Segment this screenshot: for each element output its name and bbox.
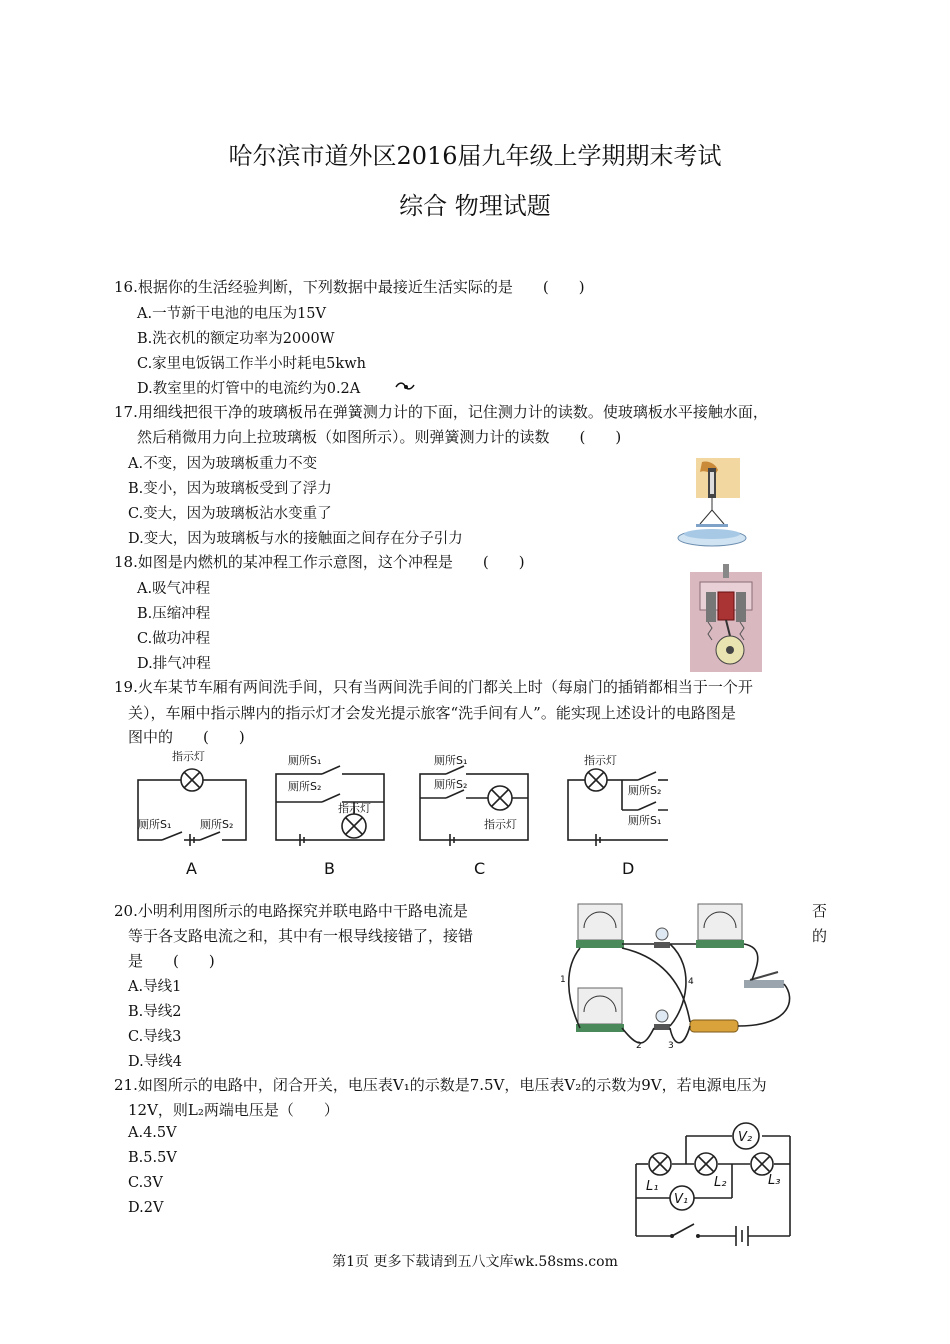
circuit-a-s2-label: 厕所S₂ [200, 818, 234, 831]
q20-option-d: D.导线4 [128, 1054, 182, 1070]
q21-option-d: D.2V [128, 1200, 164, 1216]
question-18-stem: 18.如图是内燃机的某冲程工作示意图，这个冲程是 ( ) [114, 553, 525, 571]
circuit-d-s2-label: 厕所S₂ [628, 784, 662, 797]
q18-option-d: D.排气冲程 [137, 656, 211, 672]
q16-option-b: B.洗衣机的额定功率为2000W [137, 331, 335, 347]
q18-option-c: C.做功冲程 [137, 631, 211, 647]
engine-stroke-figure [690, 564, 762, 672]
wire-label-3: 3 [668, 1041, 674, 1051]
q16-option-d: D.教室里的灯管中的电流约为0.2A [137, 381, 361, 397]
question-20-stem-line3: 是 ( ) [128, 952, 215, 970]
q21-voltmeter-circuit [632, 1122, 798, 1250]
q20-option-b: B.导线2 [128, 1004, 182, 1020]
wire-label-1: 1 [560, 975, 566, 985]
ink-mark-icon [394, 380, 416, 394]
q21-option-c: C.3V [128, 1175, 163, 1191]
ammeter-top-right [696, 904, 744, 948]
diagram-label-b: B [324, 859, 335, 878]
circuit-a-s1-label: 厕所S₁ [138, 818, 172, 831]
ammeter-top-left [576, 904, 624, 948]
ammeter-bottom-left [576, 988, 624, 1032]
q20-option-c: C.导线3 [128, 1029, 182, 1045]
question-16-stem: 16.根据你的生活经验判断，下列数据中最接近生活实际的是 ( ) [114, 278, 585, 296]
circuit-b-s1-label: 厕所S₁ [288, 754, 322, 767]
diagram-label-a: A [186, 859, 197, 878]
q17-option-d: D.变大，因为玻璃板与水的接触面之间存在分子引力 [128, 531, 463, 547]
circuit-d [568, 769, 668, 846]
q17-option-a: A.不变，因为玻璃板重力不变 [128, 456, 318, 472]
circuit-d-s1-label: 厕所S₁ [628, 814, 662, 827]
question-17-stem-line2: 然后稍微用力向上拉玻璃板（如图所示）。则弹簧测力计的读数 ( ) [137, 428, 622, 446]
circuit-c-s2-label: 厕所S₂ [434, 778, 468, 791]
q20-option-a: A.导线1 [128, 979, 182, 995]
q17-option-c: C.变大，因为玻璃板沾水变重了 [128, 506, 332, 522]
question-19-stem-line1: 19.火车某节车厢有两间洗手间，只有当两间洗手间的门都关上时（每扇门的插销都相当于一个开 [114, 678, 753, 696]
q18-option-a: A.吸气冲程 [137, 581, 211, 597]
q20-ammeter-circuit-figure [556, 898, 796, 1054]
page-footer: 第1页 更多下载请到五八文库wk.58sms.com [332, 1254, 618, 1270]
spring-scale-water-figure [674, 458, 748, 552]
q16-option-a: A.一节新干电池的电压为15V [137, 306, 327, 322]
q17-option-b: B.变小，因为玻璃板受到了浮力 [128, 481, 332, 497]
circuit-a-lamp-label: 指示灯 [172, 750, 205, 763]
diagram-label-c: C [474, 859, 486, 878]
voltmeter-v2-label: V₂ [738, 1130, 753, 1145]
question-20-stem-line1: 20.小明利用图所示的电路探究并联电路中干路电流是 [114, 902, 468, 920]
question-20-stem-line1-end: 否 [812, 902, 828, 920]
circuit-c-s1-label: 厕所S₁ [434, 754, 468, 767]
question-17-stem-line1: 17.用细线把很干净的玻璃板吊在弹簧测力计的下面，记住测力计的读数。使玻璃板水平接触水面， [114, 403, 768, 421]
wire-label-4: 4 [688, 977, 694, 987]
question-19-stem-line3: 图中的 ( ) [128, 728, 245, 746]
voltmeter-v1-label: V₁ [674, 1192, 689, 1207]
lamp-l3-label: L₃ [768, 1173, 781, 1188]
question-20-stem-line2: 等于各支路电流之和，其中有一根导线接错了，接错 [128, 927, 474, 945]
circuit-a [138, 769, 246, 846]
q21-option-a: A.4.5V [128, 1125, 177, 1141]
circuit-b-s2-label: 厕所S₂ [288, 780, 322, 793]
q19-circuit-diagrams [128, 746, 668, 882]
question-21-stem-line2: 12V，则L₂两端电压是（ ） [128, 1101, 339, 1119]
question-20-stem-line2-end: 的 [812, 927, 828, 945]
q18-option-b: B.压缩冲程 [137, 606, 211, 622]
q16-option-c: C.家里电饭锅工作半小时耗电5kwh [137, 356, 366, 372]
diagram-label-d: D [622, 859, 635, 878]
q21-option-b: B.5.5V [128, 1150, 177, 1166]
circuit-c-lamp-label: 指示灯 [484, 818, 517, 831]
page-title: 哈尔滨市道外区2016届九年级上学期期末考试 [228, 142, 722, 170]
circuit-b-lamp-label: 指示灯 [338, 802, 371, 815]
question-19-stem-line2: 关），车厢中指示牌内的指示灯才会发光提示旅客“洗手间有人”。能实现上述设计的电路图是 [128, 704, 736, 722]
lamp-l2-label: L₂ [714, 1175, 727, 1190]
circuit-d-lamp-label: 指示灯 [584, 754, 617, 767]
lamp-l1-label: L₁ [646, 1179, 659, 1194]
wire-label-2: 2 [636, 1041, 642, 1051]
question-21-stem-line1: 21.如图所示的电路中，闭合开关，电压表V₁的示数是7.5V，电压表V₂的示数为9V，若电源电压为 [114, 1076, 767, 1094]
page-subtitle: 综合 物理试题 [399, 192, 551, 220]
